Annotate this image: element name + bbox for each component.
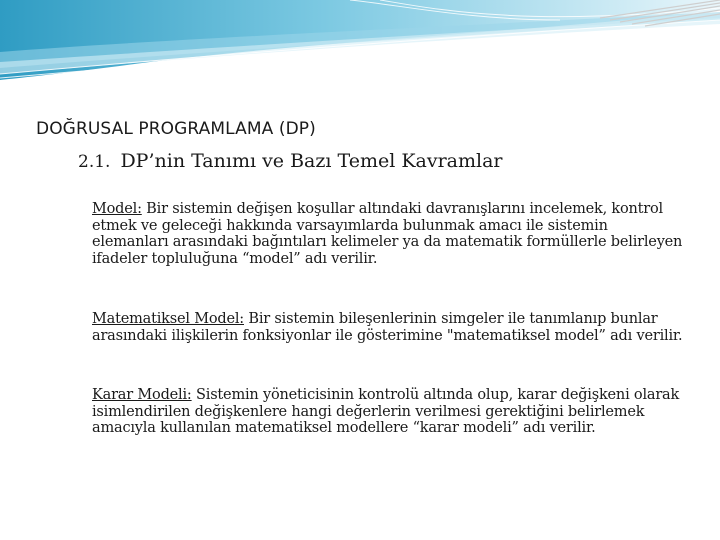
definition-term: Matematiksel Model: — [92, 311, 244, 327]
definition-model — [92, 201, 687, 267]
definition-text: Bir sistemin değişen koşullar altındaki davranışlarını incelemek, kontrol etmek ve geleceği hakkında varsayımlarda bulunmak amacı ile sistemin elemanları arasındaki bağıntıları kelimeler ya da matematik formüllerle belirleyen ifadeler topluluğuna “model” adı verilir. — [92, 201, 683, 267]
definition-mathematical-model — [92, 311, 687, 344]
slide-title: DOĞRUSAL PROGRAMLAMA (DP) — [36, 119, 316, 139]
definition-decision-model — [92, 387, 687, 437]
section-heading — [78, 150, 503, 172]
definition-term: Karar Modeli: — [92, 387, 192, 403]
definition-text: Bir sistemin bileşenlerinin simgeler ile tanımlanıp bunlar arasındaki ilişkilerin fonksiyonlar ile gösterimine "matematiksel model” adı verilir. — [92, 311, 683, 344]
section-heading-text: DP’nin Tanımı ve Bazı Temel Kavramlar — [120, 150, 503, 172]
section-number: 2.1. — [78, 152, 111, 172]
decorative-banner — [0, 0, 720, 100]
definition-text: Sistemin yöneticisinin kontrolü altında olup, karar değişkeni olarak isimlendirilen değişkenlere hangi değerlerin verilmesi gerektiğini belirlemek amacıyla kullanılan matematiksel modellere “karar modeli” adı verilir. — [92, 387, 680, 436]
definition-term: Model: — [92, 201, 142, 217]
